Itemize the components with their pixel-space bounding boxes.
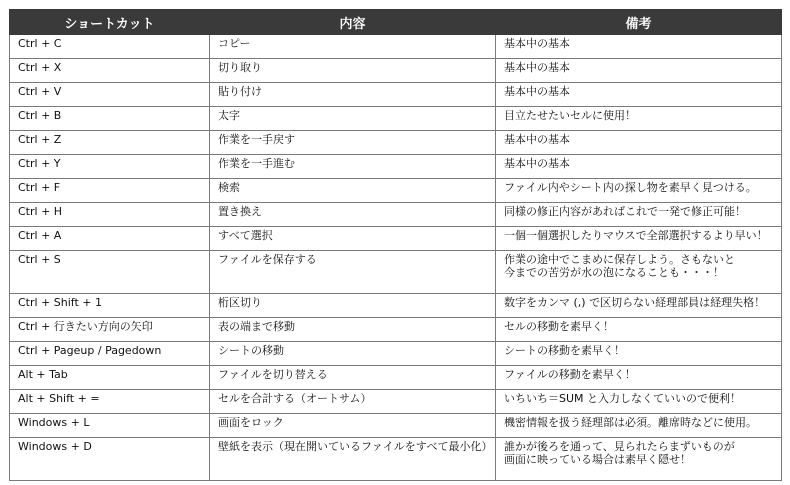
table-row [10, 59, 782, 83]
table-body [10, 35, 782, 481]
content-cell: 貼り付け [210, 83, 496, 107]
table-row [10, 438, 782, 481]
shortcut-cell: Ctrl + H [10, 203, 210, 227]
shortcut-cell: Ctrl + Z [10, 131, 210, 155]
content-cell: 太字 [210, 107, 496, 131]
content-cell: 作業を一手進む [210, 155, 496, 179]
shortcut-table-container [9, 9, 781, 481]
remarks-line: ファイルの移動を素早く！ [504, 368, 636, 381]
remarks-line: 基本中の基本 [504, 157, 570, 170]
shortcut-cell: Windows + L [10, 414, 210, 438]
shortcut-cell: Ctrl + Pageup / Pagedown [10, 342, 210, 366]
remarks-cell [496, 83, 782, 107]
header-row [10, 10, 782, 35]
shortcut-cell: Alt + Tab [10, 366, 210, 390]
header-shortcut: ショートカット [10, 10, 210, 35]
table-row [10, 227, 782, 251]
shortcut-cell: Ctrl + 行きたい方向の矢印 [10, 318, 210, 342]
shortcut-cell: Ctrl + V [10, 83, 210, 107]
remarks-line: 機密情報を扱う経理部は必須。離席時などに使用。 [504, 416, 757, 429]
table-row [10, 294, 782, 318]
shortcut-cell: Windows + D [10, 438, 210, 481]
table-row [10, 107, 782, 131]
remarks-cell [496, 366, 782, 390]
remarks-line: 誰かが後ろを通って、見られたらまずいものが [504, 440, 735, 453]
remarks-cell [496, 59, 782, 83]
remarks-line: 一個一個選択したりマウスで全部選択するより早い！ [504, 229, 768, 242]
remarks-line: いちいち＝SUM と入力しなくていいので便利！ [504, 392, 742, 405]
remarks-cell [496, 35, 782, 59]
table-row [10, 35, 782, 59]
shortcut-table [9, 9, 782, 481]
content-cell: セルを合計する（オートサム） [210, 390, 496, 414]
remarks-cell [496, 155, 782, 179]
remarks-line: 基本中の基本 [504, 61, 570, 74]
shortcut-cell: Ctrl + B [10, 107, 210, 131]
remarks-line: 目立たせたいセルに使用！ [504, 109, 636, 122]
table-row [10, 251, 782, 294]
remarks-line: シートの移動を素早く！ [504, 344, 625, 357]
shortcut-cell: Ctrl + C [10, 35, 210, 59]
table-row [10, 203, 782, 227]
table-row [10, 390, 782, 414]
remarks-cell [496, 414, 782, 438]
remarks-line: 基本中の基本 [504, 133, 570, 146]
content-cell: コピー [210, 35, 496, 59]
content-cell: 表の端まで移動 [210, 318, 496, 342]
shortcut-cell: Ctrl + X [10, 59, 210, 83]
content-cell: ファイルを切り替える [210, 366, 496, 390]
remarks-line: 作業の途中でこまめに保存しよう。さもないと [504, 253, 735, 266]
shortcut-cell: Ctrl + Y [10, 155, 210, 179]
content-cell: 検索 [210, 179, 496, 203]
remarks-line: セルの移動を素早く！ [504, 320, 614, 333]
content-cell: 画面をロック [210, 414, 496, 438]
shortcut-cell: Ctrl + Shift + 1 [10, 294, 210, 318]
content-cell: ファイルを保存する [210, 251, 496, 294]
remarks-cell [496, 203, 782, 227]
table-row [10, 342, 782, 366]
table-row [10, 414, 782, 438]
content-cell: 壁紙を表示（現在開いているファイルをすべて最小化） [210, 438, 496, 481]
header-content: 内容 [210, 10, 496, 35]
content-cell: 作業を一手戻す [210, 131, 496, 155]
content-cell: 桁区切り [210, 294, 496, 318]
table-row [10, 318, 782, 342]
shortcut-cell: Alt + Shift + = [10, 390, 210, 414]
shortcut-cell: Ctrl + S [10, 251, 210, 294]
remarks-cell [496, 179, 782, 203]
remarks-line: 基本中の基本 [504, 85, 570, 98]
remarks-line: 数字をカンマ (,) で区切らない経理部員は経理失格！ [504, 296, 766, 309]
remarks-line: 基本中の基本 [504, 37, 570, 50]
remarks-cell [496, 131, 782, 155]
remarks-cell [496, 438, 782, 481]
remarks-cell [496, 390, 782, 414]
remarks-line: 今までの苦労が水の泡になることも・・・！ [504, 266, 724, 279]
content-cell: すべて選択 [210, 227, 496, 251]
table-row [10, 179, 782, 203]
remarks-cell [496, 251, 782, 294]
table-row [10, 131, 782, 155]
remarks-cell [496, 227, 782, 251]
remarks-cell [496, 342, 782, 366]
table-row [10, 83, 782, 107]
remarks-line: ファイル内やシート内の探し物を素早く見つける。 [504, 181, 757, 194]
table-row [10, 366, 782, 390]
content-cell: シートの移動 [210, 342, 496, 366]
remarks-cell [496, 318, 782, 342]
content-cell: 切り取り [210, 59, 496, 83]
remarks-cell [496, 294, 782, 318]
remarks-line: 同様の修正内容があればこれで一発で修正可能！ [504, 205, 746, 218]
remarks-line: 画面に映っている場合は素早く隠せ！ [504, 453, 691, 466]
shortcut-cell: Ctrl + A [10, 227, 210, 251]
table-row [10, 155, 782, 179]
shortcut-cell: Ctrl + F [10, 179, 210, 203]
content-cell: 置き換え [210, 203, 496, 227]
remarks-cell [496, 107, 782, 131]
header-remarks: 備考 [496, 10, 782, 35]
